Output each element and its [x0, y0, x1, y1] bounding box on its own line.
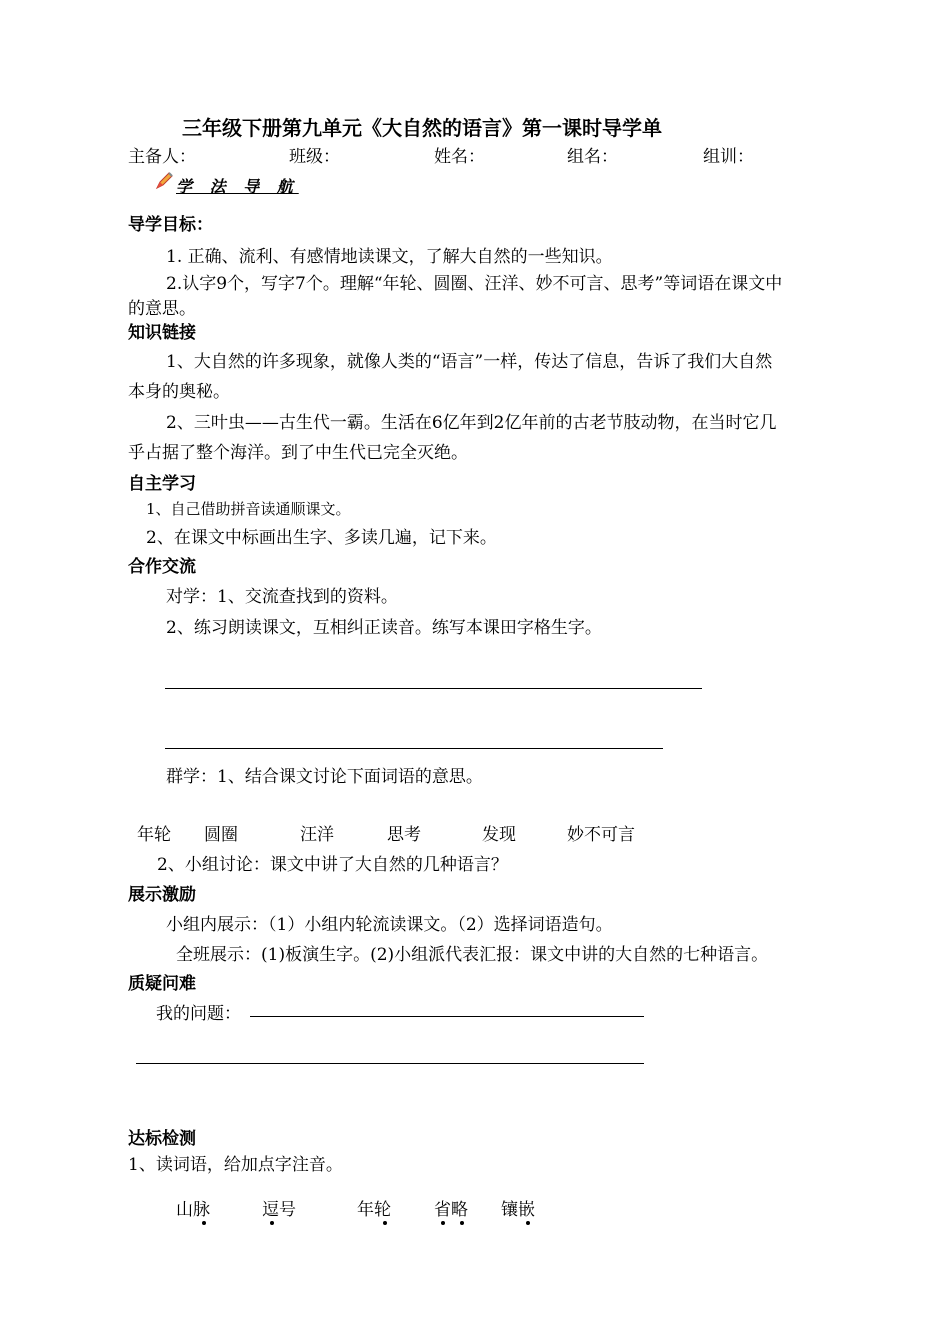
knowledge-p2-line1: 2、三叶虫——古生代一霸。生活在6亿年到2亿年前的古老节肢动物，在当时它几	[166, 413, 777, 433]
emphasis-dot	[460, 1221, 464, 1225]
nav-label: 学 法 导 航	[176, 177, 299, 196]
test-word	[357, 1195, 391, 1220]
questions-heading: 质疑问难	[128, 974, 196, 994]
showcase-heading: 展示激励	[128, 885, 196, 905]
vocab-word: 圆圈	[204, 825, 238, 845]
field-preparer: 主备人：	[128, 147, 196, 167]
group-study-1: 群学：1、结合课文讨论下面词语的意思。	[166, 767, 483, 787]
knowledge-heading: 知识链接	[128, 323, 196, 343]
test-item-1: 1、读词语，给加点字注音。	[128, 1155, 343, 1175]
field-class: 班级：	[289, 147, 340, 167]
knowledge-p2-line2: 乎占据了整个海洋。到了中生代已完全灭绝。	[128, 443, 468, 463]
self-study-item-2: 2、在课文中标画出生字、多读几遍，记下来。	[146, 528, 497, 548]
cooperation-heading: 合作交流	[128, 557, 196, 577]
pair-study-1: 对学：1、交流查找到的资料。	[166, 587, 398, 607]
test-word	[176, 1195, 210, 1220]
vocab-word: 年轮	[137, 825, 171, 845]
emphasis-dot	[202, 1221, 206, 1225]
test-word-text: 逗号	[262, 1200, 296, 1220]
knowledge-p1-line2: 本身的奥秘。	[128, 382, 230, 402]
showcase-line-2: 全班展示：(1)板演生字。(2)小组派代表汇报：课文中讲的大自然的七种语言。	[176, 945, 769, 965]
vocab-word: 发现	[482, 825, 516, 845]
test-word-text: 镶嵌	[501, 1200, 535, 1220]
question-line[interactable]	[136, 1063, 644, 1064]
emphasis-dot	[441, 1221, 445, 1225]
emphasis-dot	[383, 1221, 387, 1225]
emphasis-dot	[270, 1221, 274, 1225]
my-question-label: 我的问题：	[156, 1004, 241, 1024]
goals-heading: 导学目标：	[128, 215, 213, 235]
test-word	[501, 1195, 535, 1220]
test-word	[262, 1195, 296, 1220]
goal-item-1: 1. 正确、流利、有感情地读课文，了解大自然的一些知识。	[166, 247, 613, 267]
knowledge-p1-line1: 1、大自然的许多现象，就像人类的“语言”一样，传达了信息，告诉了我们大自然	[166, 352, 773, 372]
field-name: 姓名：	[434, 147, 485, 167]
vocab-word: 妙不可言	[567, 825, 635, 845]
showcase-line-1: 小组内展示：（1）小组内轮流读课文。（2）选择词语造句。	[166, 915, 613, 935]
goal-item-2-line1: 2.认字9个，写字7个。理解“年轮、圆圈、汪洋、妙不可言、思考”等词语在课文中	[166, 274, 783, 294]
test-word-text: 年轮	[357, 1200, 391, 1220]
emphasis-dot	[526, 1221, 530, 1225]
test-heading: 达标检测	[128, 1129, 196, 1149]
self-study-heading: 自主学习	[128, 474, 196, 494]
test-word-text: 山脉	[176, 1200, 210, 1220]
self-study-item-1: 1、自己借助拼音读通顺课文。	[146, 500, 351, 518]
question-line[interactable]	[250, 1016, 644, 1017]
vocab-word: 汪洋	[300, 825, 334, 845]
answer-line[interactable]	[165, 688, 702, 689]
field-group-motto: 组训：	[703, 147, 754, 167]
test-word	[434, 1195, 468, 1220]
test-word-text: 省略	[434, 1200, 468, 1220]
field-group-name: 组名：	[567, 147, 618, 167]
answer-line[interactable]	[165, 748, 663, 749]
page-title: 三年级下册第九单元《大自然的语言》第一课时导学单	[182, 116, 662, 140]
group-study-2: 2、小组讨论：课文中讲了大自然的几种语言？	[157, 855, 508, 875]
goal-item-2-line2: 的意思。	[128, 299, 196, 319]
pair-study-2: 2、练习朗读课文，互相纠正读音。练写本课田字格生字。	[166, 618, 602, 638]
pencil-icon	[154, 171, 174, 191]
vocab-word: 思考	[387, 825, 421, 845]
